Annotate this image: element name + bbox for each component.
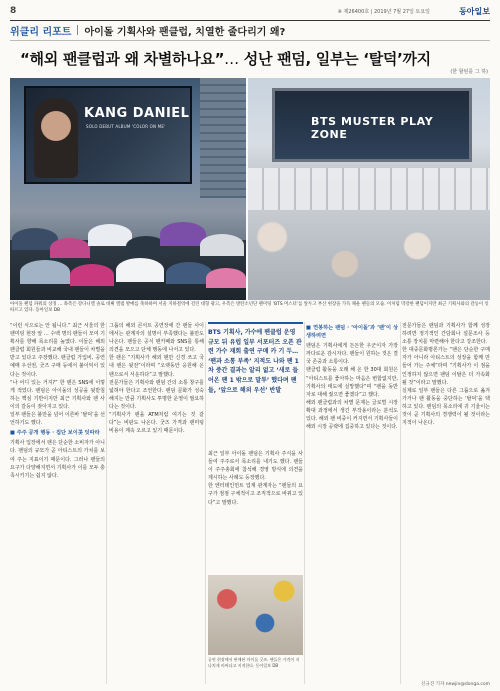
headline-sub: 성난 팬덤, 일부는 ‘탈덕’까지: [238, 50, 431, 68]
paragraph: 한 대중문화평론가는 “팬은 단순한 구매자가 아니라 아티스트의 성장을 함께 만들어 가는 주체”라며 “기획사가 이 점을 인정하지 않으면 팬덤 이탈은 더 가속화될 것”이라고 말했다.: [402, 347, 490, 386]
stage-screen: [272, 88, 472, 162]
page-number: 8: [10, 6, 17, 16]
paragraph: 기획사 입장에서 팬은 단순한 소비자가 아니다. 팬덤의 규모가 곧 아티스트의 가치를 보여 주는 지표이기 때문이다. 그러나 팬들의 요구가 다양해지면서 기획사가 이를 모두 충족시키기는 쉽지 않다.: [10, 440, 105, 479]
headline-main: “해외 팬클럽과 왜 차별하나요”: [20, 50, 225, 68]
pull-quote: [208, 322, 303, 446]
column-divider: [304, 322, 305, 684]
article-column-3: [208, 450, 303, 572]
umbrella: [116, 258, 164, 282]
column-divider: [106, 322, 107, 684]
article-column-4: [306, 322, 398, 684]
pull-quote-text: BTS 기획사, 가수에 팬클럽 운영 규모 뒤 유럽 일부 서포터즈 오픈 관련 가수 재회 출연 구매 카 기 두… ‘팬과 소통 부족’ 지적도 나와 팬 1차 중간 결과는 알리 없고 ‘새로 들어온 팬 1 밖으로 말투’ 했다며 팬들, ‘앞으로 해외 우선’ 반발: [208, 329, 302, 394]
column-divider: [400, 322, 401, 684]
reporter-credit: 신규진 기자 newjin@donga.com: [421, 682, 490, 687]
paragraph: 실제로 일부 팬들은 다른 그룹으로 옮겨 가거나 팬 활동을 중단하는 ‘탈덕’을 택하고 있다. 팬덤의 목소리에 귀 기울이는 것이 곧 기획사의 경쟁력이 될 것이라는 지적이 나온다.: [402, 387, 490, 427]
issue-info: ※ 제26400호 | 2019년 7월 27일 토요일: [337, 9, 430, 15]
article-column-2: [109, 322, 204, 684]
umbrella: [206, 268, 246, 288]
paragraph: 한 엔터테인먼트 업계 관계자는 “팬들의 요구가 점점 구체적이고 조직적으로 바뀌고 있다”고 말했다.: [208, 483, 303, 506]
building-backdrop: [200, 78, 246, 198]
subheading: ■ 연봉하는 팬덤 · ‘아이돌’과 ‘팬’이 상생하려면: [306, 325, 398, 340]
headline-byline: (한 할된를 그 하): [450, 69, 488, 75]
paragraph: 전문가들은 기획사와 팬덤 간의 소통 창구를 넓혀야 한다고 조언한다. 팬덤 문화가 성숙해지는 만큼 기획사도 투명한 운영이 필요하다는 것이다.: [109, 379, 204, 410]
goods-caption: 공연 현장에서 판매된 아이돌 굿즈. 팬들은 가격이 지나치게 비싸다고 지적한다. 동아일보 DB: [208, 657, 300, 668]
billboard: [24, 86, 192, 184]
photo-bts-muster-crowd: [248, 78, 490, 300]
umbrella: [20, 260, 70, 284]
headline-ellipsis: …: [224, 50, 239, 68]
paragraph: “기획사가 팬을 ATM처럼 여기는 것 같다”는 비판도 나온다. 굿즈 가격과 팬미팅 비용이 계속 오르고 있기 때문이다.: [109, 412, 204, 435]
umbrella: [70, 264, 114, 286]
page-headline: [20, 48, 480, 69]
section-kicker: [10, 22, 285, 38]
kicker-label: 위클리 리포트: [10, 26, 72, 38]
masthead: [10, 6, 490, 18]
article-column-5: [402, 322, 490, 684]
paragraph: 전문가들은 팬덤과 기획사가 함께 성장하려면 정기적인 간담회나 설문조사 등 소통 장치를 마련해야 한다고 강조한다.: [402, 323, 490, 346]
newspaper-brand: 동아일보: [459, 6, 490, 16]
paragraph: 일부 팬들은 불만을 넘어 이른바 ‘탈덕’을 선언하기도 했다.: [10, 412, 105, 427]
photo-idol-goods: [208, 575, 303, 655]
billboard-subtitle: SOLO DEBUT ALBUM 'COLOR ON ME': [86, 124, 166, 129]
umbrella: [200, 234, 244, 256]
umbrella: [50, 238, 90, 258]
stage-screen-text: BTS MUSTER PLAY ZONE: [311, 115, 434, 141]
subheading: ■ 주주 공개 행동 · 집단 보이콧 잇따라: [10, 430, 100, 437]
kicker-divider: [77, 25, 78, 35]
paragraph: 해외 팬클럽과의 차별 문제는 글로벌 시장 확대 과정에서 생긴 부작용이라는 분석도 있다. 해외 팬 비중이 커지면서 기획사들이 해외 시장 공략에 집중하고 있다는 것이다.: [306, 399, 398, 431]
photo-billboard-umbrellas: [10, 78, 246, 300]
umbrella: [88, 224, 132, 246]
photo-caption: 아이돌 팬덤 파워의 상징 … 좌측은 강다니엘 솔로 데뷔 앨범 발매를 축하하며 서울 지하철역에 걸린 대형 광고, 우측은 방탄소년단 팬미팅 ‘BTS 머스터’를 앞두고 부산 현장을 가득 채운 팬들의 모습. 이처럼 막강한 팬덤이지만 최근 기획사와의 갈등이 잇따르고 있다. 동아일보 DB: [10, 302, 489, 313]
paragraph: 그룹의 해외 콘서트 공연장에 간 팬들 사이에서는 관계자의 설명이 부족했다는 불만도 나온다. 팬들은 공식 팬카페와 SNS를 통해 의견을 모으고 단체 행동에 나서고 있다.: [109, 323, 204, 354]
paragraph: 팬클럽 활동을 오래 해 온 한 30대 회원은 “아티스트를 좋아하는 마음은 변함없지만, 기획사의 태도에 실망했다”며 “팬을 동반자로 대해 줬으면 좋겠다”고 했다.: [306, 367, 398, 398]
billboard-portrait: [34, 98, 78, 178]
paragraph: “나 어디 있는 거지?” 한 팬은 SNS에 이렇게 적었다. 팬덤은 아이돌의 성공을 뒷받침하는 핵심 기반이지만 최근 기획사와 팬 사이의 갈등이 잦아지고 있다.: [10, 379, 105, 410]
crowd: [248, 210, 490, 300]
article-column-1: [10, 322, 105, 684]
umbrella: [160, 222, 206, 246]
paragraph: 팬덤은 기획사에게 든든한 우군이자 가장 까다로운 감시자다. 팬들이 원하는 것은 결국 존중과 소통이다.: [306, 343, 398, 366]
column-divider: [205, 322, 206, 684]
billboard-title: KANG DANIEL: [84, 106, 190, 121]
paragraph: 한 팬은 “기획사가 해외 팬만 신경 쓰고 국내 팬은 뒷전”이라며 “오랫동안 응원해 온 팬으로서 서운하다”고 말했다.: [109, 355, 204, 378]
kicker-rule: [10, 40, 490, 41]
top-rule: [10, 20, 490, 21]
paragraph: “이런 식으로는 안 됩니다.” 최근 서울의 한 팬미팅 현장 앞 … 수백 명의 팬들이 모여 기획사를 향해 목소리를 높였다. 이들은 해외 팬클럽 회원들과 비교해 국내 팬들이 차별을 받고 있다고 주장했다. 팬클럽 가입비, 공연 예매 우선권, 굿즈 구매 등에서 불이익이 있다는 것이다.: [10, 323, 105, 378]
kicker-title: 아이돌 기획사와 팬클럽, 치열한 줄다리기 왜?: [84, 26, 286, 38]
paragraph: 최근 일부 아이돌 팬덤은 기획사 주식을 사들여 주주로서 목소리를 내기도 했다. 팬들이 주주총회에 참석해 경영 방식에 의견을 제시하는 사례도 등장했다.: [208, 451, 303, 482]
